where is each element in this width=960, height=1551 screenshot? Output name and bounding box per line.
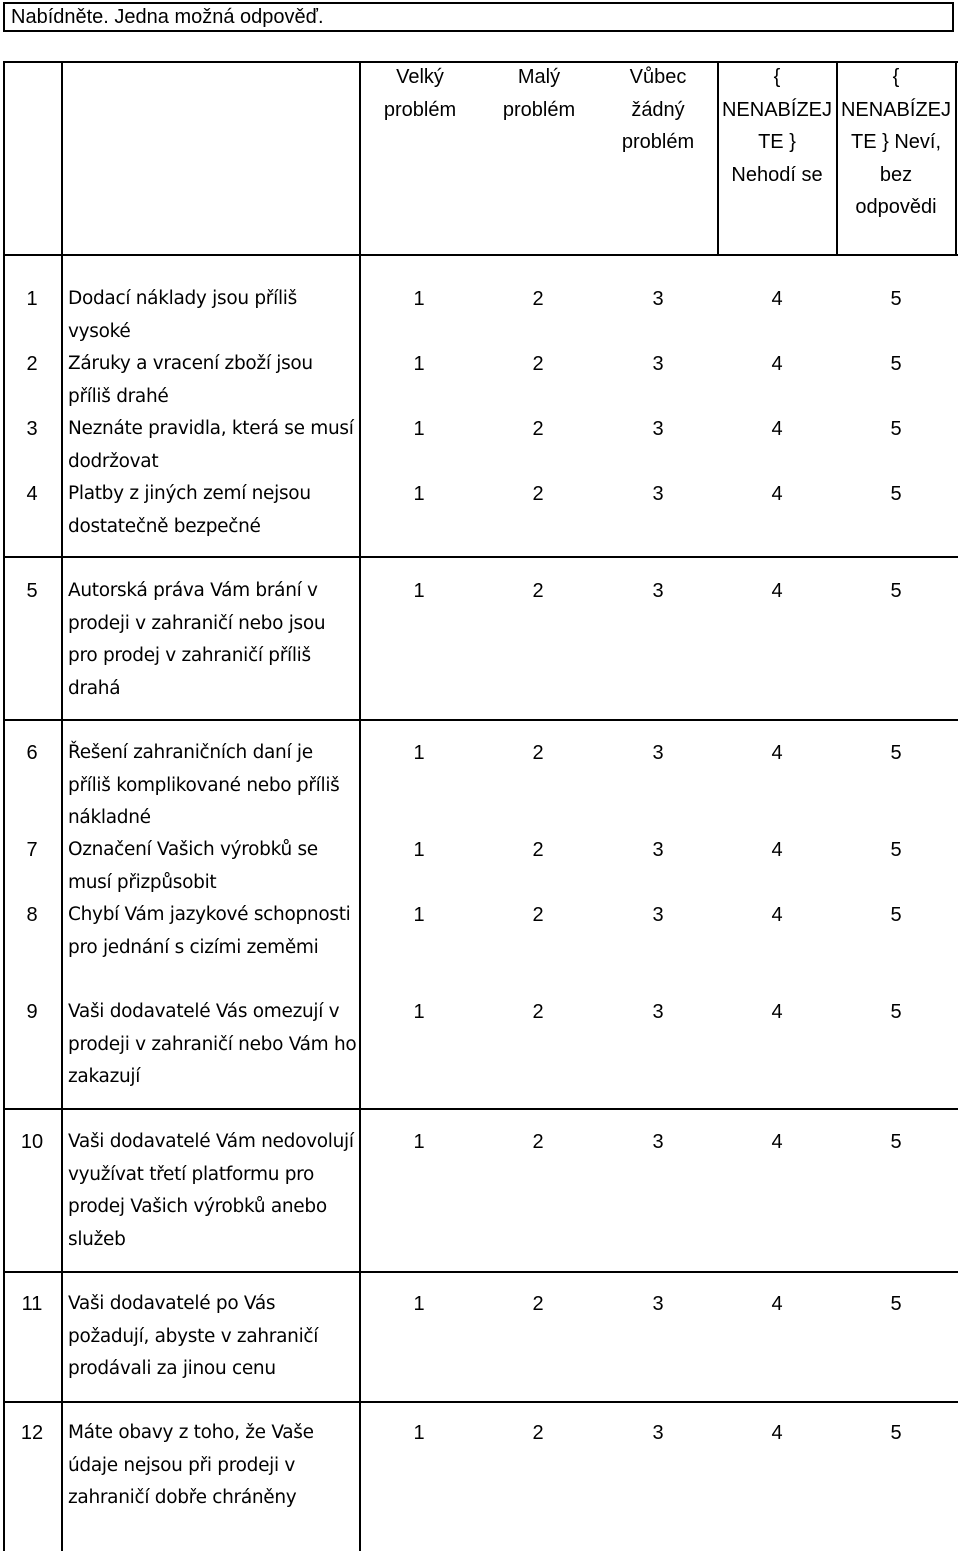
row-question: Autorská práva Vám brání v prodeji v zahraničí nebo jsou pro prodej v zahraničí příliš drahá xyxy=(68,580,326,699)
row-question: Dodací náklady jsou příliš vysoké xyxy=(68,288,297,342)
column-header-maly-problem: Malý problém xyxy=(502,66,576,121)
answer-code-1[interactable]: 1 xyxy=(413,418,425,440)
answer-code-3[interactable]: 3 xyxy=(652,418,664,440)
answer-code-2[interactable]: 2 xyxy=(532,904,544,926)
answer-code-2[interactable]: 2 xyxy=(532,1131,544,1153)
answer-code-5[interactable]: 5 xyxy=(890,1131,902,1153)
group-separator xyxy=(3,719,958,721)
answer-code-2[interactable]: 2 xyxy=(532,1422,544,1444)
group-separator xyxy=(3,556,958,558)
answer-code-4[interactable]: 4 xyxy=(771,742,783,764)
answer-code-3[interactable]: 3 xyxy=(652,904,664,926)
answer-code-2[interactable]: 2 xyxy=(532,483,544,505)
column-header-nehodi-se: { NENABÍZEJ TE } Nehodí se xyxy=(721,66,833,186)
row-number: 8 xyxy=(26,904,38,926)
body-divider-num xyxy=(61,254,63,1551)
row-number: 11 xyxy=(21,1293,43,1315)
answer-code-5[interactable]: 5 xyxy=(890,904,902,926)
answer-code-3[interactable]: 3 xyxy=(652,483,664,505)
answer-code-4[interactable]: 4 xyxy=(771,1131,783,1153)
answer-code-3[interactable]: 3 xyxy=(652,839,664,861)
answer-code-2[interactable]: 2 xyxy=(532,1001,544,1023)
group-separator xyxy=(3,1108,958,1110)
column-header-nevi: { NENABÍZEJ TE } Neví, bez odpovědi xyxy=(840,66,952,218)
answer-code-2[interactable]: 2 xyxy=(532,288,544,310)
header-divider-num xyxy=(61,61,63,256)
answer-code-1[interactable]: 1 xyxy=(413,353,425,375)
answer-code-5[interactable]: 5 xyxy=(890,1001,902,1023)
answer-code-4[interactable]: 4 xyxy=(771,353,783,375)
row-question: Máte obavy z toho, že Vaše údaje nejsou při prodeji v zahraničí dobře chráněny xyxy=(68,1422,314,1508)
row-question: Chybí Vám jazykové schopnosti pro jednání s cizími zeměmi xyxy=(68,904,351,958)
answer-code-5[interactable]: 5 xyxy=(890,1422,902,1444)
table-right-border xyxy=(955,61,957,256)
answer-code-3[interactable]: 3 xyxy=(652,1131,664,1153)
answer-code-2[interactable]: 2 xyxy=(532,1293,544,1315)
column-header-velky-problem: Velký problém xyxy=(383,66,457,121)
answer-code-3[interactable]: 3 xyxy=(652,353,664,375)
group-separator xyxy=(3,1271,958,1273)
row-number: 9 xyxy=(26,1001,38,1023)
answer-code-1[interactable]: 1 xyxy=(413,742,425,764)
row-number: 7 xyxy=(26,839,38,861)
answer-code-1[interactable]: 1 xyxy=(413,288,425,310)
answer-code-5[interactable]: 5 xyxy=(890,288,902,310)
row-question: Vaši dodavatelé Vás omezují v prodeji v zahraničí nebo Vám ho zakazují xyxy=(68,1001,357,1087)
row-question: Záruky a vracení zboží jsou příliš drahé xyxy=(68,353,313,407)
answer-code-1[interactable]: 1 xyxy=(413,1422,425,1444)
answer-code-5[interactable]: 5 xyxy=(890,580,902,602)
answer-code-2[interactable]: 2 xyxy=(532,742,544,764)
row-number: 5 xyxy=(26,580,38,602)
answer-code-2[interactable]: 2 xyxy=(532,580,544,602)
answer-code-4[interactable]: 4 xyxy=(771,1293,783,1315)
answer-code-4[interactable]: 4 xyxy=(771,904,783,926)
row-number: 4 xyxy=(26,483,38,505)
answer-code-1[interactable]: 1 xyxy=(413,1131,425,1153)
answer-code-5[interactable]: 5 xyxy=(890,1293,902,1315)
row-number: 2 xyxy=(26,353,38,375)
row-number: 1 xyxy=(26,288,38,310)
answer-code-3[interactable]: 3 xyxy=(652,742,664,764)
body-left-border xyxy=(3,254,5,1551)
row-question: Vaši dodavatelé po Vás požadují, abyste v zahraničí prodávali za jinou cenu xyxy=(68,1293,319,1379)
answer-code-3[interactable]: 3 xyxy=(652,580,664,602)
row-number: 10 xyxy=(20,1131,44,1153)
group-separator xyxy=(3,1401,958,1403)
row-number: 6 xyxy=(26,742,38,764)
answer-code-2[interactable]: 2 xyxy=(532,839,544,861)
answer-code-5[interactable]: 5 xyxy=(890,418,902,440)
answer-code-4[interactable]: 4 xyxy=(771,1001,783,1023)
answer-code-5[interactable]: 5 xyxy=(890,353,902,375)
answer-code-1[interactable]: 1 xyxy=(413,1001,425,1023)
answer-code-4[interactable]: 4 xyxy=(771,1422,783,1444)
answer-code-1[interactable]: 1 xyxy=(413,904,425,926)
answer-code-4[interactable]: 4 xyxy=(771,580,783,602)
row-question: Označení Vašich výrobků se musí přizpůsobit xyxy=(68,839,318,893)
answer-code-4[interactable]: 4 xyxy=(771,483,783,505)
row-question: Platby z jiných zemí nejsou dostatečně bezpečné xyxy=(68,483,311,537)
instruction-text: Nabídněte. Jedna možná odpověď. xyxy=(3,2,954,32)
answer-code-5[interactable]: 5 xyxy=(890,839,902,861)
row-number: 3 xyxy=(26,418,38,440)
row-number: 12 xyxy=(20,1422,44,1444)
answer-code-1[interactable]: 1 xyxy=(413,483,425,505)
answer-code-4[interactable]: 4 xyxy=(771,288,783,310)
answer-code-5[interactable]: 5 xyxy=(890,742,902,764)
answer-code-1[interactable]: 1 xyxy=(413,839,425,861)
answer-code-4[interactable]: 4 xyxy=(771,418,783,440)
header-bottom-border xyxy=(3,254,958,256)
answer-code-3[interactable]: 3 xyxy=(652,1293,664,1315)
answer-code-3[interactable]: 3 xyxy=(652,1422,664,1444)
answer-code-1[interactable]: 1 xyxy=(413,580,425,602)
answer-code-3[interactable]: 3 xyxy=(652,288,664,310)
answer-code-2[interactable]: 2 xyxy=(532,418,544,440)
row-question: Neznáte pravidla, která se musí dodržovat xyxy=(68,418,354,472)
table-left-border xyxy=(3,61,5,256)
row-question: Řešení zahraničních daní je příliš komplikované nebo příliš nákladné xyxy=(68,742,340,828)
column-header-zadny-problem: Vůbec žádný problém xyxy=(621,66,695,153)
answer-code-4[interactable]: 4 xyxy=(771,839,783,861)
answer-code-2[interactable]: 2 xyxy=(532,353,544,375)
row-question: Vaši dodavatelé Vám nedovolují využívat třetí platformu pro prodej Vašich výrobků anebo služeb xyxy=(68,1131,354,1250)
answer-code-3[interactable]: 3 xyxy=(652,1001,664,1023)
body-divider-question xyxy=(359,254,361,1551)
answer-code-5[interactable]: 5 xyxy=(890,483,902,505)
answer-code-1[interactable]: 1 xyxy=(413,1293,425,1315)
